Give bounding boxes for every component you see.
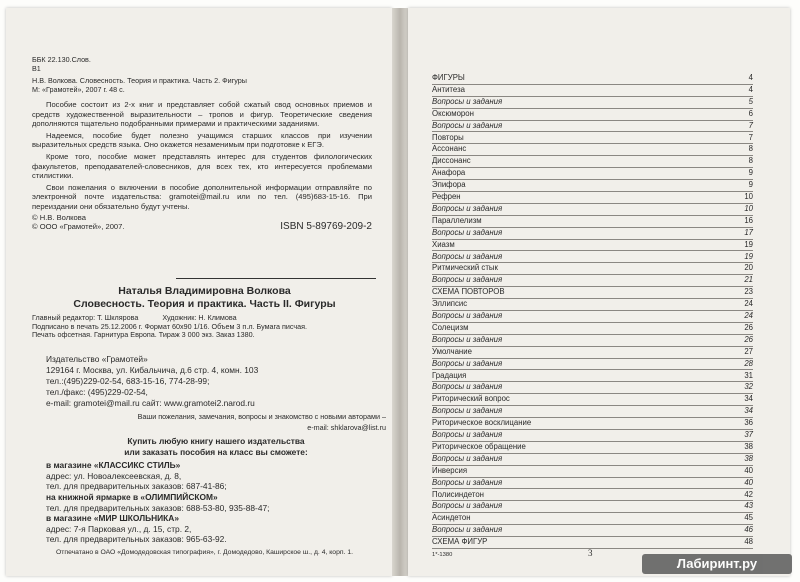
toc-title: Риторическое восклицание xyxy=(432,418,532,428)
toc-page: 20 xyxy=(744,263,753,273)
toc-title: Вопросы и задания xyxy=(432,251,503,261)
address: 129164 г. Москва, ул. Кибальчича, д.6 стр. 4, комн. 103 xyxy=(46,365,259,375)
toc-page: 28 xyxy=(744,358,753,368)
toc-page: 4 xyxy=(748,84,753,94)
toc-page: 38 xyxy=(744,453,753,463)
shop-3-address: адрес: 7-я Парковая ул., д. 15, стр. 2, xyxy=(46,523,192,534)
toc-title: Вопросы и задания xyxy=(432,275,503,285)
book-title: Словесность. Теория и практика. Часть II. Фигуры xyxy=(73,298,336,310)
toc-page: 36 xyxy=(744,418,753,428)
order-code: 1*-1380 xyxy=(432,552,453,558)
toc-title: Вопросы и задания xyxy=(432,96,503,106)
toc-title: Параллелизм xyxy=(432,215,482,225)
toc-title: Вопросы и задания xyxy=(432,382,503,392)
shop-1-address: адрес: ул. Новоалексеевская, д. 8, xyxy=(46,470,182,481)
printed-at: Отпечатано в ОАО «Домодедовская типография», г. Домодедово, Каширское ш., д. 4, корп. 1. xyxy=(55,549,353,556)
toc-page: 21 xyxy=(744,275,753,285)
classification-code: В1 xyxy=(32,63,41,73)
toc-page: 42 xyxy=(744,489,753,499)
toc-page: 6 xyxy=(748,108,753,118)
print-line-2: Печать офсетная. Гарнитура Европа. Тираж 3 000 экз. Заказ 1380. xyxy=(32,330,255,340)
toc-page: 10 xyxy=(744,203,753,213)
artist: Художник: Н. Климова xyxy=(162,313,237,322)
toc-page: 32 xyxy=(744,382,753,392)
toc-title: Полисиндетон xyxy=(432,489,484,499)
separator-line xyxy=(176,278,376,279)
shop-2-phone: тел. для предварительных заказов: 688-53-80, 935-88-47; xyxy=(46,502,270,513)
left-page xyxy=(6,8,392,576)
toc-page: 9 xyxy=(748,168,753,178)
toc-page: 40 xyxy=(744,477,753,487)
toc-title: Вопросы и задания xyxy=(432,477,503,487)
right-page xyxy=(408,8,790,576)
toc-page: 17 xyxy=(744,227,753,237)
toc-page: 19 xyxy=(744,239,753,249)
toc-title: Вопросы и задания xyxy=(432,453,503,463)
wishes-email: e-mail: shklarova@list.ru xyxy=(307,423,386,432)
toc-page: 7 xyxy=(748,132,753,142)
citation: Н.В. Волкова. Словесность. Теория и практика. Часть 2. Фигуры xyxy=(32,76,247,86)
toc-title: Солецизм xyxy=(432,322,469,332)
toc-title: Рефрен xyxy=(432,192,461,201)
toc-page: 19 xyxy=(744,251,753,261)
toc-page: 40 xyxy=(744,465,753,475)
toc-page: 4 xyxy=(748,73,753,82)
toc-title: Диссонанс xyxy=(432,156,471,166)
toc-title: Ритмический стык xyxy=(432,263,498,273)
paragraph-2: Надеемся, пособие будет полезно учащимся старших классов при изучении выразительных средств языка. Оно окажется незаменимым при подготовке к ЕГЭ. xyxy=(32,130,372,150)
toc-page: 8 xyxy=(748,144,753,154)
email-site: e-mail: gramotei@mail.ru сайт: www.gramotei2.narod.ru xyxy=(46,398,255,408)
toc-title: Вопросы и задания xyxy=(432,227,503,237)
toc-page: 38 xyxy=(744,441,753,451)
print-line-1: Подписано в печать 25.12.2006 г. Формат 60х90 1/16. Объем 3 п.л. Бумага писчая. xyxy=(32,321,308,331)
toc-page: 7 xyxy=(748,120,753,130)
fax: тел./факс: (495)229-02-54, xyxy=(46,387,148,397)
page-number: 3 xyxy=(588,548,593,558)
toc-title: Ассонанс xyxy=(432,144,467,154)
toc-title: Повторы xyxy=(432,132,464,142)
toc-title: Асиндетон xyxy=(432,513,471,523)
bbk-code: ББК 22.130.Слов. xyxy=(32,55,91,64)
toc-title: Анафора xyxy=(432,168,466,178)
isbn: ISBN 5-89769-209-2 xyxy=(280,221,372,233)
toc-page: 46 xyxy=(744,525,753,535)
toc-title: Эллипсис xyxy=(432,299,468,309)
copyright-publisher: © ООО «Грамотей», 2007. xyxy=(32,222,125,232)
toc-title: Вопросы и задания xyxy=(432,501,503,511)
toc-title: Риторическое обращение xyxy=(432,441,526,451)
toc-title: Вопросы и задания xyxy=(432,120,503,130)
buy-line-2: или заказать пособия на класс вы сможете: xyxy=(124,446,308,457)
publishing-house: Издательство «Грамотей» xyxy=(46,354,148,364)
wishes-line: Ваши пожелания, замечания, вопросы и знакомство с новыми авторами – xyxy=(137,412,386,421)
toc-title: ФИГУРЫ xyxy=(432,73,465,82)
toc-page: 26 xyxy=(744,322,753,332)
book-gutter xyxy=(392,8,408,576)
buy-line-1: Купить любую книгу нашего издательства xyxy=(127,436,305,446)
toc-title: Вопросы и задания xyxy=(432,525,503,535)
toc-page: 24 xyxy=(744,311,753,320)
toc-page: 34 xyxy=(744,406,753,416)
table-of-contents xyxy=(432,72,753,548)
toc-title: Умолчание xyxy=(432,346,472,356)
toc-page: 45 xyxy=(744,513,753,523)
toc-page: 48 xyxy=(744,537,753,547)
copyright-author: © Н.В. Волкова xyxy=(32,212,86,222)
toc-title: Риторический вопрос xyxy=(432,394,510,404)
editor: Главный редактор: Т. Шклярова xyxy=(32,313,139,322)
toc-page: 8 xyxy=(748,156,753,166)
toc-page: 27 xyxy=(744,346,753,356)
toc-title: СХЕМА ФИГУР xyxy=(432,537,488,547)
toc-title: СХЕМА ПОВТОРОВ xyxy=(432,287,505,297)
toc-page: 10 xyxy=(744,192,753,201)
toc-page: 34 xyxy=(744,394,753,404)
toc-title: Хиазм xyxy=(432,239,455,249)
toc-page: 5 xyxy=(748,96,753,106)
paragraph-4: Свои пожелания о включении в пособие дополнительной информации отправляйте по электронной почте издательства: gramotei@mail.ru или по тел. (495)683-15-16. При переиздании они обязательно будут учтены. xyxy=(32,182,372,211)
toc-page: 24 xyxy=(744,299,753,309)
toc-page: 37 xyxy=(744,430,753,439)
shop-3-name: в магазине «МИР ШКОЛЬНИКА» xyxy=(46,513,180,524)
toc-title: Градация xyxy=(432,370,467,380)
toc-title: Вопросы и задания xyxy=(432,406,503,416)
shop-3-phone: тел. для предварительных заказов: 965-63-92. xyxy=(46,534,227,545)
toc-title: Оксюморон xyxy=(432,108,474,118)
toc-title: Вопросы и задания xyxy=(432,203,503,213)
paragraph-1: Пособие состоит из 2-х книг и представляет собой сжатый свод основных приемов и средств художественной выразительности – тропов и фигур. Теоретические сведения дополняются тщательно подобранными примерами и практическими заданиями. xyxy=(32,100,372,129)
toc-title: Эпифора xyxy=(432,180,466,190)
toc-title: Вопросы и задания xyxy=(432,430,503,439)
toc-title: Вопросы и задания xyxy=(432,358,503,368)
toc-page: 31 xyxy=(744,370,753,380)
shop-1-name: в магазине «КЛАССИКС СТИЛЬ» xyxy=(46,460,181,471)
toc-page: 16 xyxy=(744,215,753,225)
phone: тел.:(495)229-02-54, 683-15-16, 774-28-99; xyxy=(46,376,210,386)
toc-title: Антитеза xyxy=(432,84,465,94)
paragraph-3: Кроме того, пособие может представлять интерес для студентов филологических факультетов, преподавателей-словесников, для всех тех, кто интересуется проблемами стилистики. xyxy=(32,151,372,181)
watermark-logo: Лабиринт.ру xyxy=(642,554,792,574)
toc-page: 43 xyxy=(744,501,753,511)
toc-page: 9 xyxy=(748,180,753,190)
toc-title: Инверсия xyxy=(432,465,468,475)
toc-page: 26 xyxy=(744,334,753,344)
shop-2-name: на книжной ярмарке в «ОЛИМПИЙСКОМ» xyxy=(46,491,218,502)
toc-page: 23 xyxy=(744,287,753,297)
shop-1-phone: тел. для предварительных заказов: 687-41-86; xyxy=(46,481,227,492)
toc-title: Вопросы и задания xyxy=(432,334,503,344)
toc-title: Вопросы и задания xyxy=(432,311,503,320)
author-name: Наталья Владимировна Волкова xyxy=(118,285,291,297)
publisher-line: М: «Грамотей», 2007 г. 48 с. xyxy=(32,84,125,94)
